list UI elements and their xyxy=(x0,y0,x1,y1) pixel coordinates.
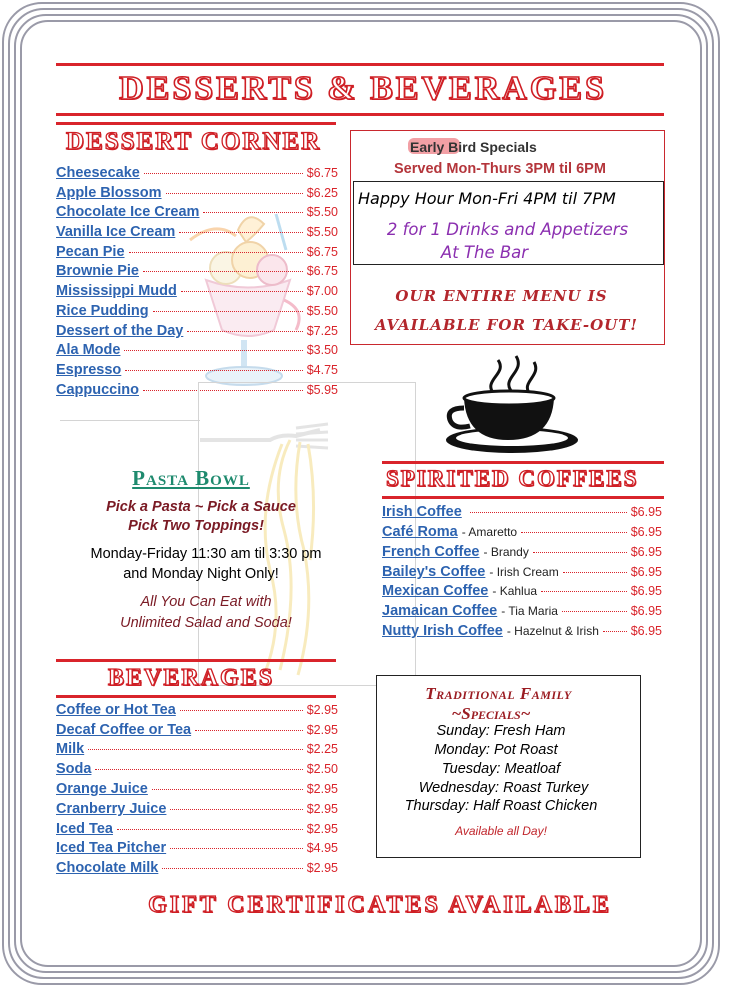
spirited-coffees-rule-bottom xyxy=(382,496,664,499)
happy-deal-line2: At The Bar xyxy=(440,243,529,262)
title-bottom-rule xyxy=(56,113,664,116)
happy-deal-line1: 2 for 1 Drinks and Appetizers xyxy=(386,220,629,239)
coffee-item: Irish Coffee $6.95 xyxy=(382,504,662,520)
pasta-hours1: Monday-Friday 11:30 am til 3:30 pm xyxy=(90,546,322,562)
takeout-line2: AVAILABLE FOR TAKE-OUT! xyxy=(375,316,638,334)
dessert-item: Vanilla Ice Cream $5.50 xyxy=(56,224,338,240)
pasta-deal1: All You Can Eat with xyxy=(140,594,272,610)
happy-hour-text: Happy Hour Mon-Fri 4PM til 7PM xyxy=(358,189,616,208)
beverage-item: Chocolate Milk $2.95 xyxy=(56,860,338,876)
dessert-item: Cheesecake $6.75 xyxy=(56,165,338,181)
dessert-item: Ala Mode $3.50 xyxy=(56,342,338,358)
family-day: Tuesday: Meatloaf xyxy=(441,761,561,777)
page-title: DESSERTS & BEVERAGES xyxy=(119,70,607,107)
family-day: Wednesday: Roast Turkey xyxy=(418,780,589,796)
dessert-corner-rule xyxy=(56,122,336,125)
takeout-line1: OUR ENTIRE MENU IS xyxy=(395,287,608,305)
spirited-coffees-rule xyxy=(382,461,664,464)
family-day: Sunday: Fresh Ham xyxy=(436,723,566,739)
beverage-item: Iced Tea Pitcher $4.95 xyxy=(56,840,338,856)
dessert-item: Chocolate Ice Cream $5.50 xyxy=(56,204,338,220)
early-bird-title: Early Bird Specials xyxy=(410,139,537,155)
dessert-item: Cappuccino $5.95 xyxy=(56,382,338,398)
family-note: Available all Day! xyxy=(455,824,547,838)
beverage-item: Decaf Coffee or Tea $2.95 xyxy=(56,722,338,738)
beverage-item: Iced Tea $2.95 xyxy=(56,821,338,837)
coffee-item: Bailey's Coffee - Irish Cream $6.95 xyxy=(382,564,662,580)
family-day: Monday: Pot Roast xyxy=(434,742,558,758)
gift-certificates-banner: GIFT CERTIFICATES AVAILABLE xyxy=(148,892,612,918)
beverages-rule xyxy=(56,659,336,662)
pasta-hours2: and Monday Night Only! xyxy=(123,566,279,582)
dessert-item: Brownie Pie $6.75 xyxy=(56,263,338,279)
family-specials-title: Traditional Family xyxy=(425,684,572,703)
beverage-item: Cranberry Juice $2.95 xyxy=(56,801,338,817)
beverages-title: BEVERAGES xyxy=(108,665,275,691)
dessert-item: Espresso $4.75 xyxy=(56,362,338,378)
family-day: Thursday: Half Roast Chicken xyxy=(404,798,598,814)
pasta-line1: Pick a Pasta ~ Pick a Sauce xyxy=(106,499,296,515)
pasta-line2: Pick Two Toppings! xyxy=(128,518,264,534)
dessert-item: Mississippi Mudd $7.00 xyxy=(56,283,338,299)
pasta-bowl-title: Pasta Bowl xyxy=(132,466,250,490)
dessert-item: Rice Pudding $5.50 xyxy=(56,303,338,319)
coffee-item: Nutty Irish Coffee - Hazelnut & Irish $6.95 xyxy=(382,623,662,639)
beverage-item: Soda $2.50 xyxy=(56,761,338,777)
early-bird-hours: Served Mon-Thurs 3PM til 6PM xyxy=(394,161,606,177)
family-specials-subtitle: ~Specials~ xyxy=(451,704,531,723)
dessert-item: Dessert of the Day $7.25 xyxy=(56,323,338,339)
spirited-coffees-title: SPIRITED COFFEES xyxy=(386,466,639,491)
coffee-item: Jamaican Coffee - Tia Maria $6.95 xyxy=(382,603,662,619)
beverage-item: Orange Juice $2.95 xyxy=(56,781,338,797)
dessert-item: Apple Blossom $6.25 xyxy=(56,185,338,201)
coffee-item: Mexican Coffee - Kahlua $6.95 xyxy=(382,583,662,599)
pasta-deal2: Unlimited Salad and Soda! xyxy=(120,615,292,631)
coffee-cup-icon xyxy=(442,350,582,455)
beverage-item: Coffee or Hot Tea $2.95 xyxy=(56,702,338,718)
beverage-item: Milk $2.25 xyxy=(56,741,338,757)
coffee-item: Café Roma - Amaretto $6.95 xyxy=(382,524,662,540)
coffee-item: French Coffee - Brandy $6.95 xyxy=(382,544,662,560)
dessert-corner-title: DESSERT CORNER xyxy=(66,128,322,155)
dessert-item: Pecan Pie $6.75 xyxy=(56,244,338,260)
beverages-rule-bottom xyxy=(56,695,336,698)
title-top-rule xyxy=(56,63,664,66)
